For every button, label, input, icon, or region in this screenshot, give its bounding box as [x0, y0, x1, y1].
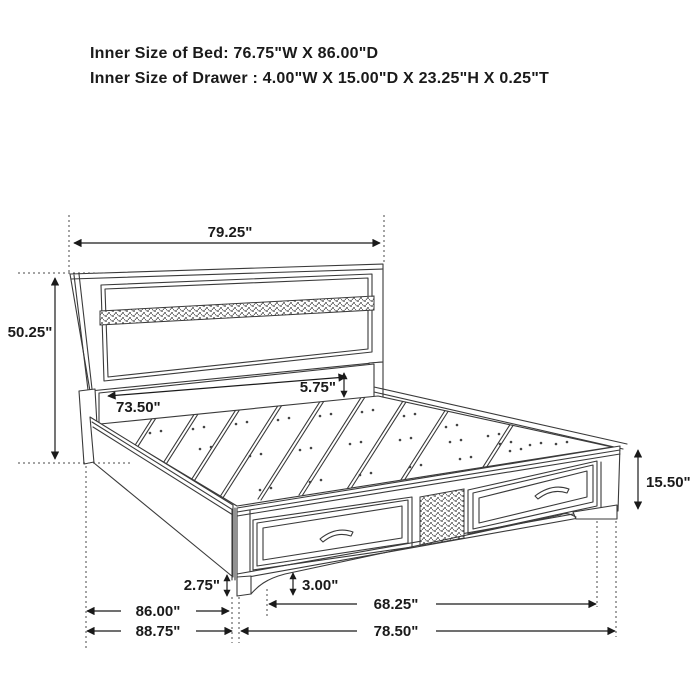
dim-label-drawer-span: 68.25" — [373, 596, 419, 613]
dim-label-rail-height: 5.75" — [299, 379, 336, 396]
header-line-2: Inner Size of Drawer : 4.00"W X 15.00"D X 23.25"H X 0.25"T — [90, 70, 550, 87]
dim-label-floor-clearance: 3.00" — [302, 577, 339, 594]
dim-label-inner-width: 73.50" — [116, 399, 161, 416]
dim-label-inner-depth: 86.00" — [135, 603, 181, 620]
dim-headboard-width — [74, 224, 380, 243]
dim-foot-height — [184, 575, 227, 596]
dim-footboard-height — [638, 450, 691, 509]
dim-inner-depth — [87, 603, 229, 620]
dim-footboard-width — [241, 623, 615, 640]
dim-overall-depth — [87, 623, 232, 640]
footboard-left-foot — [237, 576, 251, 596]
dim-drawer-span — [269, 596, 596, 613]
header-line-1: Inner Size of Bed: 76.75"W X 86.00"D — [90, 45, 379, 62]
dim-label-foot-height: 2.75" — [183, 577, 220, 594]
dim-floor-clearance — [293, 573, 338, 595]
dim-label-overall-depth: 88.75" — [135, 623, 181, 640]
dim-label-headboard-height: 50.25" — [7, 324, 53, 341]
dim-headboard-height — [8, 278, 55, 459]
dim-label-footboard-width: 78.50" — [373, 623, 419, 640]
dim-label-footboard-height: 15.50" — [646, 474, 691, 491]
dim-label-headboard-width: 79.25" — [207, 224, 253, 241]
